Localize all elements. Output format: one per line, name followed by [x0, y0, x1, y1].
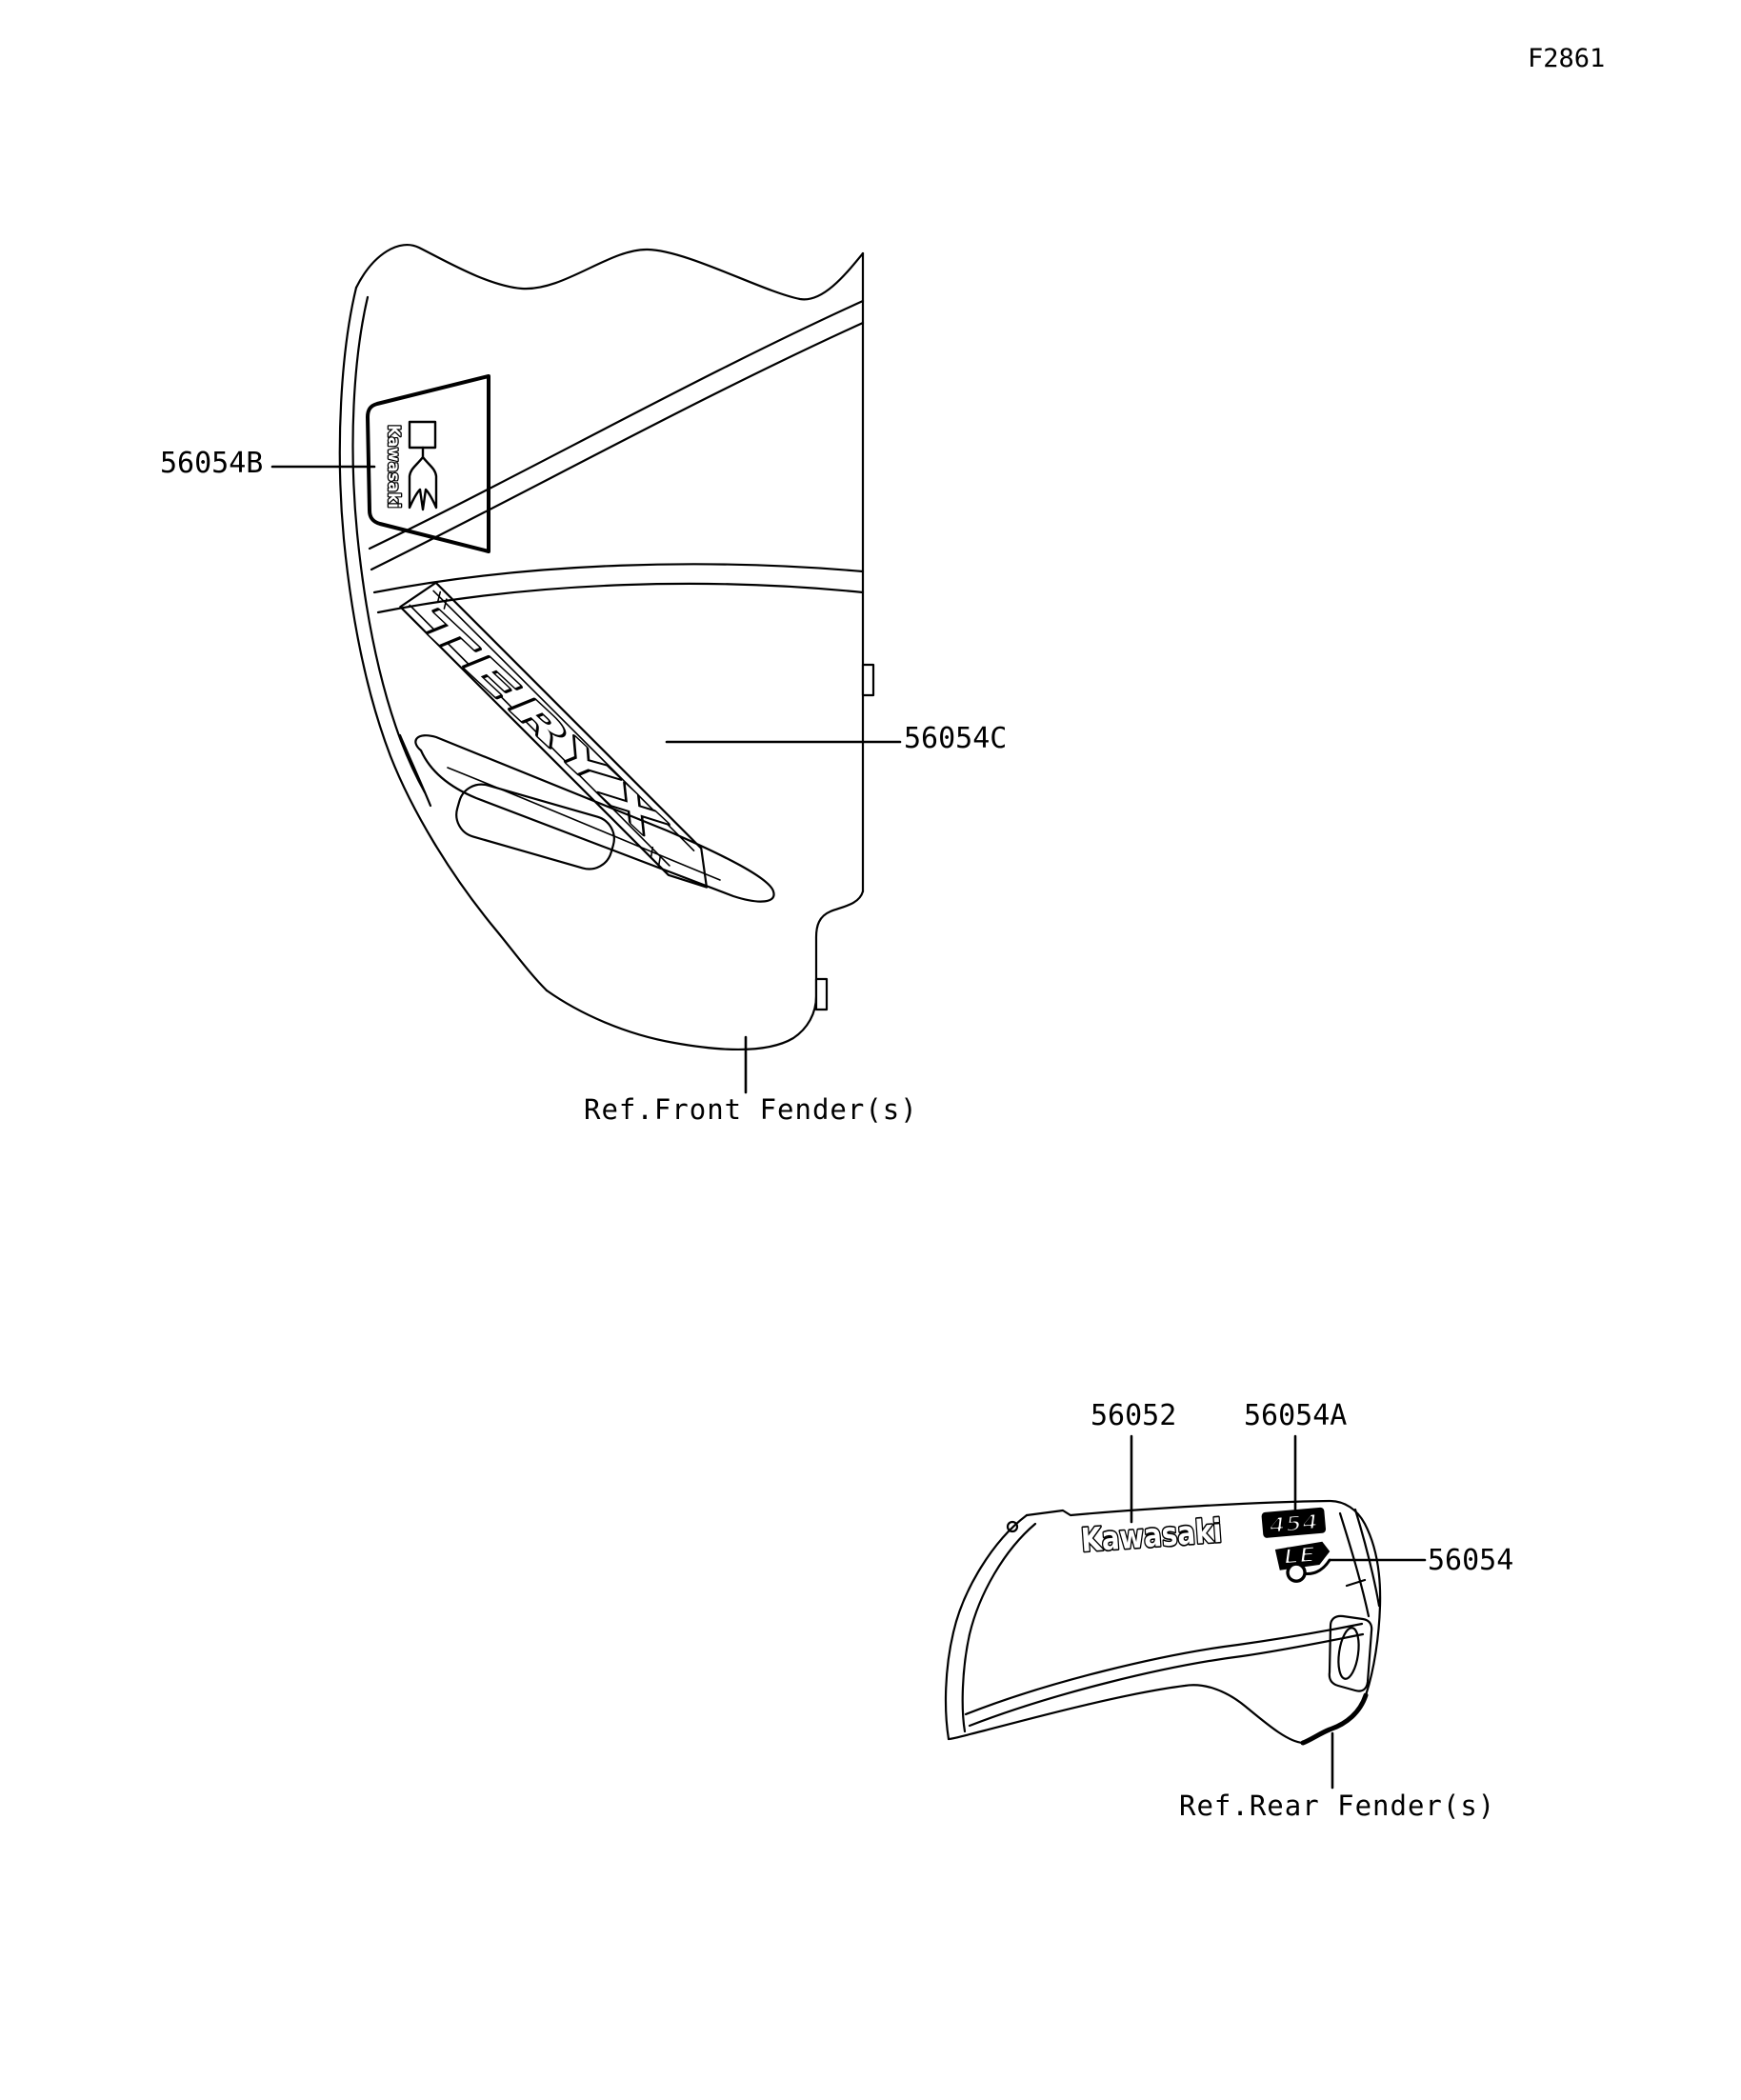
- decal-teryx: [391, 576, 732, 900]
- front-fender-caption: Ref.Front Fender(s): [584, 1093, 918, 1126]
- callout-56054C: 56054C: [904, 722, 1008, 755]
- rear-fender-caption: Ref.Rear Fender(s): [1179, 1790, 1496, 1822]
- callout-56054: 56054: [1428, 1544, 1514, 1577]
- fender-left-inner-line: [353, 297, 425, 792]
- fender-clip-tab: [863, 665, 873, 695]
- figure-code: F2861: [1528, 44, 1606, 73]
- fender-clip-tab: [816, 979, 827, 1010]
- decal-kawasaki-wordmark: [1079, 1510, 1255, 1560]
- callout-56052: 56052: [1091, 1399, 1177, 1432]
- rear-fender-oval-hole: [1335, 1627, 1361, 1680]
- rear-fender-edge-band: [1340, 1510, 1379, 1616]
- rear-fender-crease: [966, 1624, 1363, 1726]
- fender-inner-contour: [400, 735, 430, 806]
- river-mark-square: [410, 422, 435, 448]
- rear-fender-drawing: [946, 1436, 1425, 1788]
- decal-le-mark: [1275, 1541, 1332, 1583]
- le-mark-text: LE: [1282, 1543, 1312, 1570]
- rear-fender-thick-edge: [1303, 1695, 1366, 1743]
- fender-bottom-outline: [547, 891, 863, 1050]
- river-mark-icon: [410, 448, 436, 510]
- decal-displacement-mark: [1261, 1507, 1326, 1539]
- callout-56054B: 56054B: [160, 447, 264, 480]
- rear-fender-left-inner: [963, 1524, 1035, 1731]
- kawasaki-wordmark-text: Kawasaki: [1079, 1510, 1255, 1560]
- displacement-mark-text: 454: [1268, 1510, 1314, 1539]
- fender-torn-edge: [356, 245, 863, 299]
- callout-56054A: 56054A: [1244, 1399, 1348, 1432]
- teryx-decal-text: TERYX: [411, 602, 538, 724]
- kawasaki-vertical-wordmark: Kawasaki: [384, 425, 403, 515]
- decal-kawasaki-vertical: [384, 422, 436, 515]
- front-fender-drawing: [272, 245, 900, 1092]
- fender-crease-upper: [370, 301, 863, 570]
- le-mark-swoosh-ring: [1287, 1563, 1306, 1582]
